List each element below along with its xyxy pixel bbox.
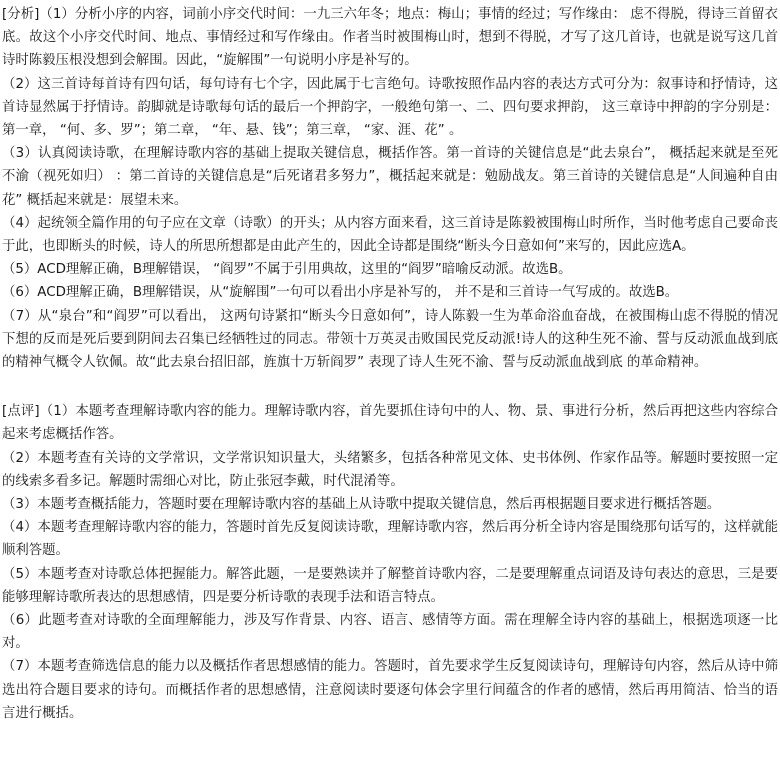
analysis-paragraph-7: （7）从“泉台”和“阎罗”可以看出， 这两句诗紧扣“断头今日意如何”，诗人陈毅一生为革命浴血奋战，在被围梅山虑不得脱的情况下想的反而是死后要到阴间去召集已经牺牲过的同志。带领十万英灵击败国民党反动派!诗人的这种生死不渝、誓与反动派血战到底的精神气概令人钦佩。故“此去泉台招旧部，旌旗十万斩阎罗” 表现了诗人生死不渝、誓与反动派血战到底 的革命精神。	[2, 308, 778, 371]
comment-paragraph-2: （2）本题考查有关诗的文学常识，文学常识知识量大，头绪繁多，包括各种常见文体、史书体例、作家作品等。解题时要按照一定的线索多看多记。解题时需细心对比，防止张冠李戴，时代混淆等。	[2, 450, 778, 489]
analysis-paragraph-2: （2）这三首诗每首诗有四句话，每句诗有七个字，因此属于七言绝句。诗歌按照作品内容的表达方式可分为：叙事诗和抒情诗，这首诗显然属于抒情诗。韵脚就是诗歌每句话的最后一个押韵字，一般绝句第一、二、四句要求押韵， 这三章诗中押韵的字分别是：第一章， “何、多、罗”；第二章， “年、悬、钱”；第三章， “家、涯、花” 。	[2, 76, 778, 139]
section-spacer	[2, 374, 778, 400]
analysis-paragraph-1: [分析]（1）分析小序的内容，词前小序交代时间：一九三六年冬；地点：梅山；事情的经过；写作缘由： 虑不得脱，得诗三首留衣底。故这个小序交代时间、地点、事情经过和写作缘由。作者当时被围梅山时，想到不得脱，才写了这几首诗，也就是说写这几首诗时陈毅压根没想到会解围。因此，“旋解围”一句说明小序是补写的。	[2, 7, 778, 69]
analysis-paragraph-3: （3）认真阅读诗歌，在理解诗歌内容的基础上提取关键信息，概括作答。第一首诗的关键信息是“此去泉台”， 概括起来就是至死不渝（视死如归） ：第二首诗的关键信息是“后死诸君多努力”，概括起来就是：勉励战友。第三首诗的关键信息是“人间遍种自由花” 概括起来就是：展望未来。	[2, 146, 778, 208]
comment-paragraph-5: （5）本题考查对诗歌总体把握能力。解答此题，一是要熟读并了解整首诗歌内容，二是要理解重点词语及诗句表达的意思，三是要能够理解诗歌所表达的思想感情，四是要分析诗歌的表现手法和语言特点。	[2, 566, 778, 605]
comment-paragraph-4: （4）本题考查理解诗歌内容的能力，答题时首先反复阅读诗歌，理解诗歌内容，然后再分析全诗内容是围绕那句话写的，这样就能顺利答题。	[2, 520, 778, 559]
analysis-paragraph-5: （5）ACD理解正确，B理解错误， “阎罗”不属于引用典故，这里的“阎罗”暗喻反动派。故选B。	[2, 262, 572, 278]
comment-paragraph-6: （6）此题考查对诗歌的全面理解能力，涉及写作背景、内容、语言、感情等方面。需在理解全诗内容的基础上，根据选项逐一比对。	[2, 613, 778, 652]
analysis-paragraph-6: （6）ACD理解正确，B理解错误，从“旋解围”一句可以看出小序是补写的， 并不是和三首诗一气写成的。故选B。	[2, 285, 679, 301]
analysis-paragraph-4: （4）起统领全篇作用的句子应在文章（诗歌）的开头；从内容方面来看，这三首诗是陈毅被围梅山时所作，当时他考虑自己要命丧于此，也即断头的时候，诗人的所思所想都是由此产生的，因此全诗都是围绕“断头今日意如何”来写的，因此应选A。	[2, 215, 778, 255]
analysis-section	[2, 3, 778, 374]
comment-paragraph-1: [点评]（1）本题考查理解诗歌内容的能力。理解诗歌内容，首先要抓住诗句中的人、物、景、事进行分析，然后再把这些内容综合起来考虑概括作答。	[2, 404, 778, 443]
comment-paragraph-7: （7）本题考查筛选信息的能力以及概括作者思想感情的能力。答题时，首先要求学生反复阅读诗句，理解诗句内容，然后从诗中筛选出符合题目要求的诗句。而概括作者的思想感情，注意阅读时要逐句体会字里行间蕴含的作者的感情，然后再用简洁、恰当的语言进行概括。	[2, 659, 778, 721]
comment-section	[2, 400, 778, 725]
comment-paragraph-3: （3）本题考查概括能力，答题时要在理解诗歌内容的基础上从诗歌中提取关键信息，然后再根据题目要求进行概括答题。	[2, 497, 721, 513]
